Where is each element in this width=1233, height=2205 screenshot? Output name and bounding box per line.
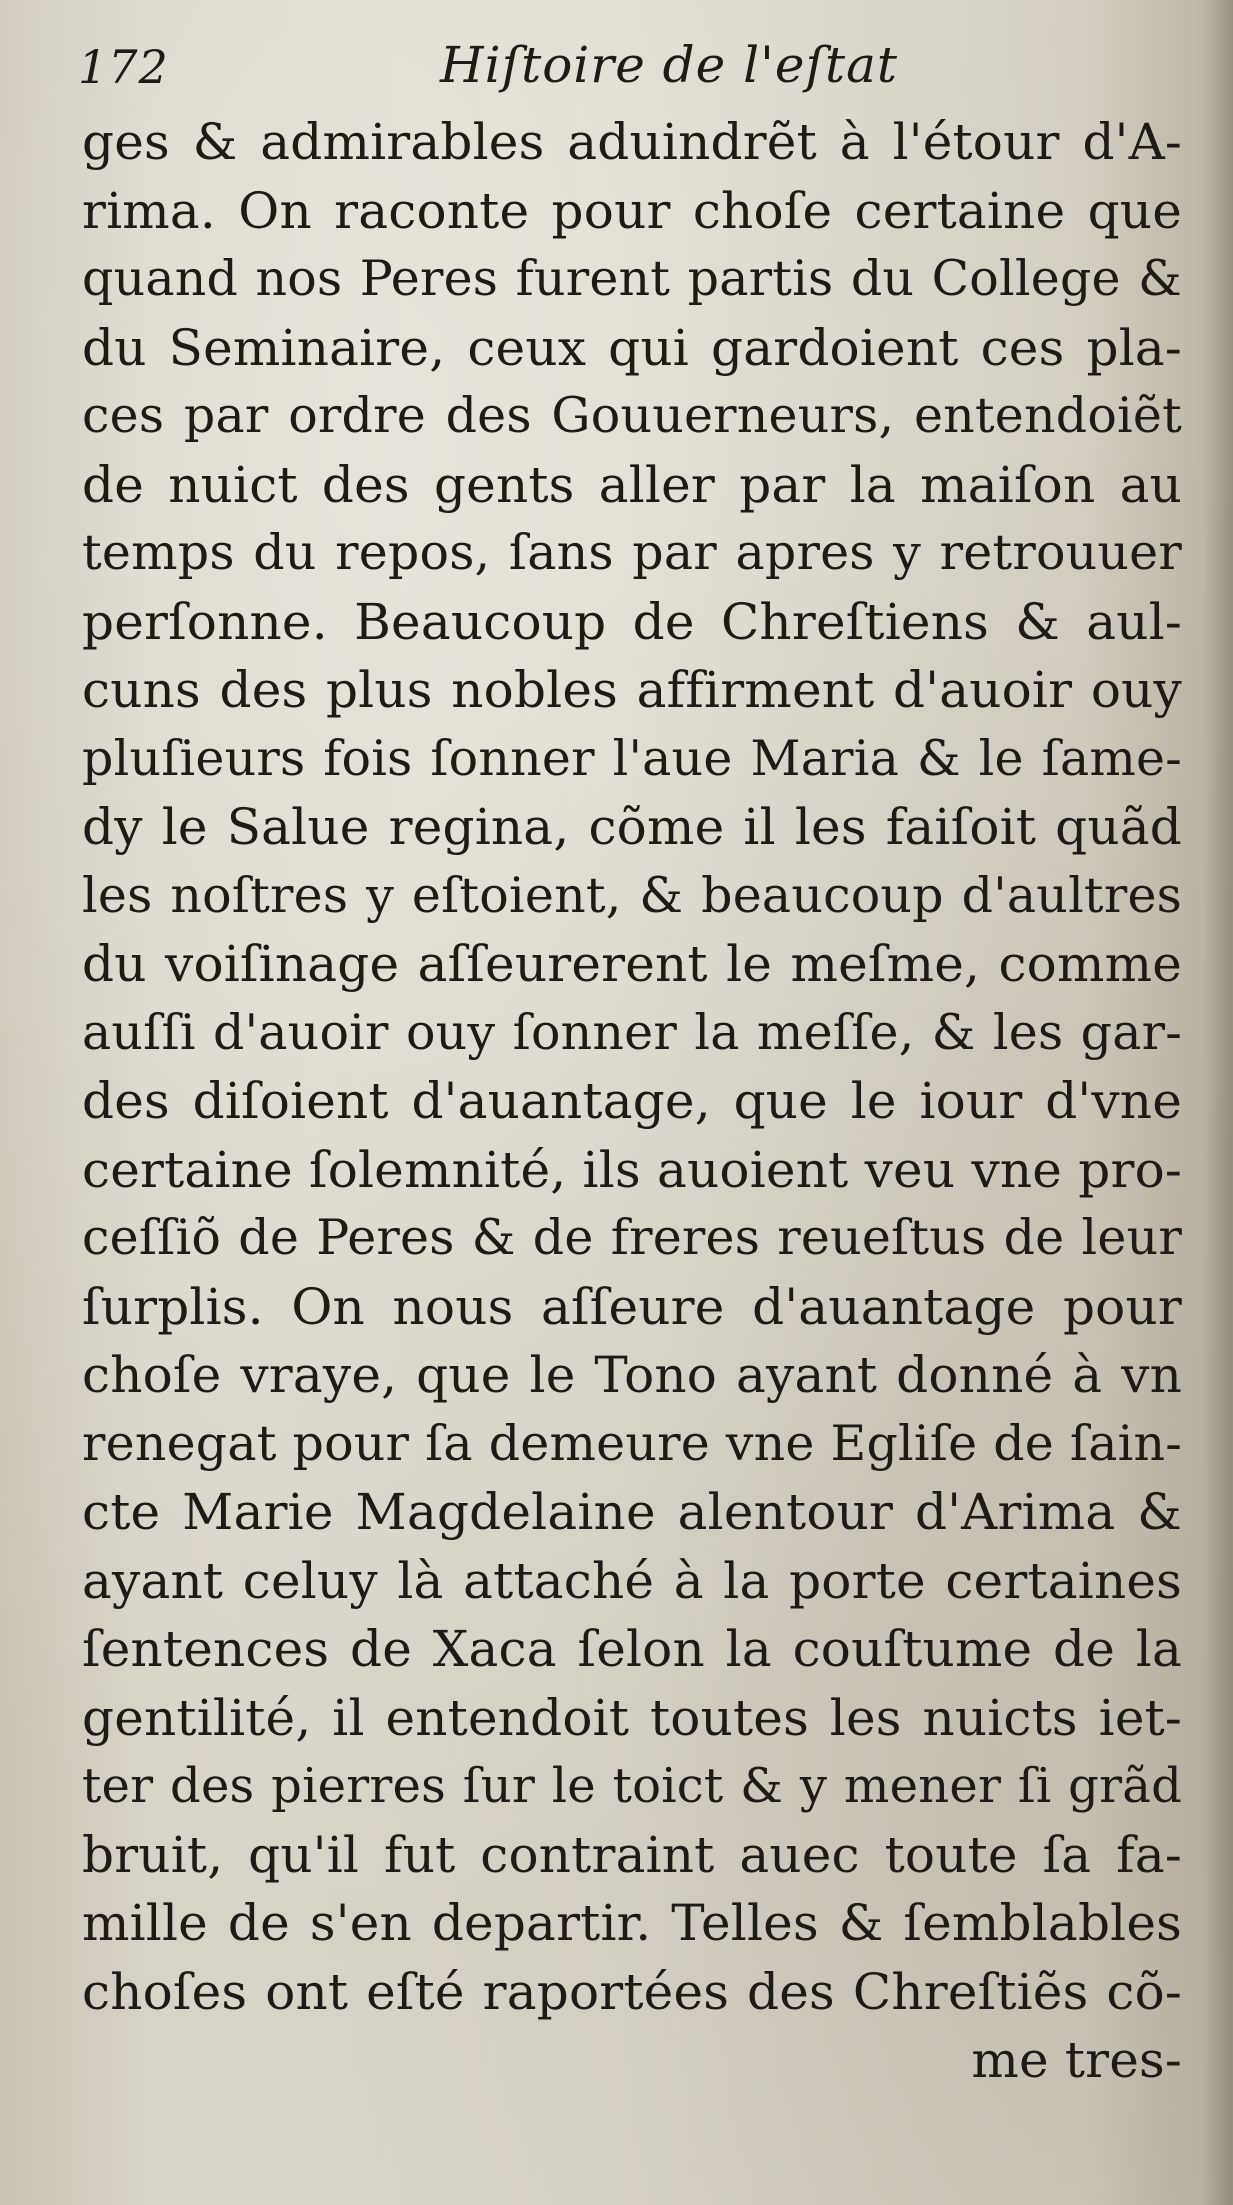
text-line: ayant celuy là attaché à la porte certaines <box>82 1551 1182 1610</box>
text-line: ges & admirables aduindrẽt à l'étour d'A- <box>82 113 1182 171</box>
text-line: cte Marie Magdelaine alentour d'Arima & <box>82 1483 1182 1541</box>
text-line: ces par ordre des Gouuerneurs, entendoiẽt <box>82 387 1182 444</box>
text-line: choſe vraye, que le Tono ayant donné à vn <box>82 1346 1182 1404</box>
page-number: 172 <box>78 40 169 94</box>
text-line: quand nos Peres furent partis du College & <box>82 250 1182 307</box>
page-edge-shadow <box>1203 0 1233 2205</box>
text-line: temps du repos, ſans par apres y retrouuer <box>82 524 1182 581</box>
text-line: du Seminaire, ceux qui gardoient ces pla- <box>82 318 1182 377</box>
text-line: ſentences de Xaca ſelon la couſtume de la <box>82 1620 1182 1678</box>
text-line: auſſi d'auoir ouy ſonner la meſſe, & les gar- <box>82 1003 1182 1061</box>
text-line: perſonne. Beaucoup de Chreſtiens & aul- <box>82 592 1182 651</box>
running-title: Hiſtoire de l'eſtat <box>440 36 898 94</box>
text-line: de nuict des gents aller par la maiſon au <box>82 455 1182 514</box>
text-line: du voiſinage aſſeurerent le meſme, comme <box>82 935 1182 993</box>
text-line: gentilité, il entendoit toutes les nuicts iet- <box>82 1688 1182 1747</box>
page-header <box>78 22 1178 102</box>
text-line: rima. On raconte pour choſe certaine que <box>82 181 1182 240</box>
text-line: mille de s'en departir. Telles & ſemblables <box>82 1894 1182 1952</box>
text-line: des diſoient d'auantage, que le iour d'vne <box>82 1072 1182 1130</box>
text-line: ceſſiõ de Peres & de freres reueſtus de leur <box>82 1209 1182 1266</box>
text-line: cuns des plus nobles affirment d'auoir ouy <box>82 661 1182 719</box>
text-line: ſurplis. On nous aſſeure d'auantage pour <box>82 1277 1182 1336</box>
text-line: pluſieurs fois ſonner l'aue Maria & le ſame- <box>82 729 1182 787</box>
body-text <box>82 108 1182 2095</box>
catchword: me tres- <box>971 2031 1182 2089</box>
text-line: choſes ont eſté raportées des Chreſtiẽs cõ- <box>82 1962 1182 2021</box>
text-line: dy le Salue regina, cõme il les faiſoit quãd <box>82 798 1182 856</box>
text-line: les noſtres y eſtoient, & beaucoup d'aultres <box>82 866 1182 924</box>
text-line: bruit, qu'il fut contraint auec toute ſa fa- <box>82 1825 1182 1884</box>
text-line: renegat pour ſa demeure vne Egliſe de ſain- <box>82 1414 1182 1472</box>
text-line: ter des pierres ſur le toict & y mener ſi grãd <box>82 1758 1182 1814</box>
text-line: certaine ſolemnité, ils auoient veu vne pro- <box>82 1140 1182 1199</box>
